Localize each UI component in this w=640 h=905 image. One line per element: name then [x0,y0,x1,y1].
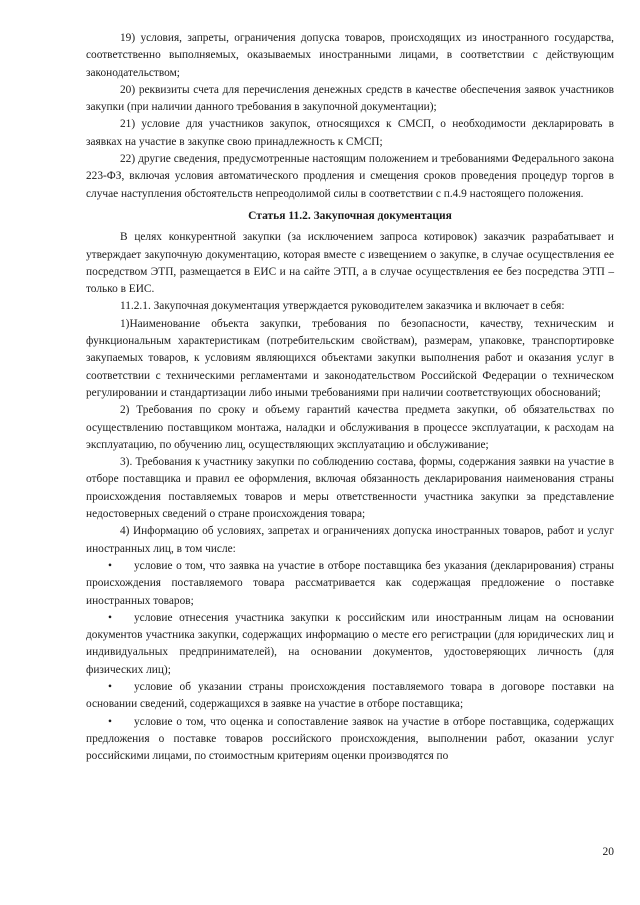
bullet-text: условие о том, что заявка на участие в отборе поставщика без указания (декларирования) страны происхождения поставляемого товара рассматривается как содержащая предложение о поставке иностранных товаров; [86,559,614,607]
bullet-marker: • [108,611,112,624]
page-number: 20 [602,846,614,858]
paragraph-item-19: 19) условия, запреты, ограничения допуска товаров, происходящих из иностранного государства, соответственно выполняемых, оказываемых иностранными лицами, в соответствии с действующим законодательством; [86,32,614,79]
bullet-item-2 [86,610,614,679]
bullet-item-3 [86,679,614,714]
bullet-text: условие об указании страны происхождения поставляемого товара в договоре поставки на основании сведений, содержащихся в заявке на участие в отборе поставщика; [86,680,614,711]
document-body [86,30,614,765]
bullet-marker: • [108,559,112,572]
bullet-marker: • [108,715,112,728]
paragraph-requirement-3: 3). Требования к участнику закупки по соблюдению состава, формы, содержания заявки на участие в отборе поставщика и правил ее оформления, включая обязанность декларирования наименования страны происхождения поставляемых товаров и меры ответственности участника закупки за представление недостоверных сведений о стране происхождения товара; [86,456,614,521]
bullet-item-4 [86,714,614,766]
bullet-marker: • [108,680,112,693]
paragraph-item-20: 20) реквизиты счета для перечисления денежных средств в качестве обеспечения заявок участников закупки (при наличии данного требования в закупочной документации); [86,83,614,114]
paragraph-intro: В целях конкурентной закупки (за исключением запроса котировок) заказчик разрабатывает и утверждает закупочную документацию, которая вместе с извещением о закупке, в случае осуществления ее посредством ЭТП, размещается в ЕИС и на сайте ЭТП, а в случае осуществления ее без посредства ЭТП – только в ЕИС. [86,231,614,296]
paragraph-item-21: 21) условие для участников закупок, относящихся к СМСП, о необходимости декларировать в заявках на участие в закупке свою принадлежность к СМСП; [86,118,614,148]
paragraph-requirement-4: 4) Информацию об условиях, запретах и ограничениях допуска иностранных товаров, работ и услуг иностранных лиц, в том числе: [86,525,614,555]
paragraph-requirement-1: 1)Наименование объекта закупки, требования по безопасности, качеству, техническим и функциональным характеристикам (потребительским свойствам), размерам, упаковке, транспортировке закупаемых товаров, к условиям являющихся объектами закупки выполнения работ и оказания услуг в соответствии с техническими регламентами и законодательством Российской Федерации о техническом регулировании и стандартизации либо иными требованиями при наличии соответствующих обоснований; [86,317,614,399]
bullet-text: условие отнесения участника закупки к российским или иностранным лицам на основании документов участника закупки, содержащих информацию о месте его регистрации (для юридических лиц и индивидуальных предпринимателей), на основании документов, удостоверяющих личность (для физических лиц); [86,611,614,676]
paragraph-item-22: 22) другие сведения, предусмотренные настоящим положением и требованиями Федерального закона 223-ФЗ, включая условия автоматического продления и смещения сроков проведения процедур торгов в случае наступления обстоятельств непреодолимой силы в соответствии с п.4.9 настоящего положения. [86,153,614,200]
bullet-item-1 [86,558,614,610]
paragraph-requirement-2: 2) Требования по сроку и объему гарантий качества предмета закупки, об обязательствах по осуществлению поставщиком монтажа, наладки и обслуживания в процессе эксплуатации, к расходам на эксплуатацию, по обучению лиц, осуществляющих эксплуатацию и обслуживание; [86,404,614,451]
section-title: Статья 11.2. Закупочная документация [248,209,452,222]
bullet-text: условие о том, что оценка и сопоставление заявок на участие в отборе поставщика, содержащих предложения о поставке товаров российского происхождения, выполнении работ, оказании услуг российскими лицами, по стоимостным критериям оценки производятся по [86,715,614,763]
paragraph-11-2-1: 11.2.1. Закупочная документация утверждается руководителем заказчика и включает в себя: [120,300,565,313]
